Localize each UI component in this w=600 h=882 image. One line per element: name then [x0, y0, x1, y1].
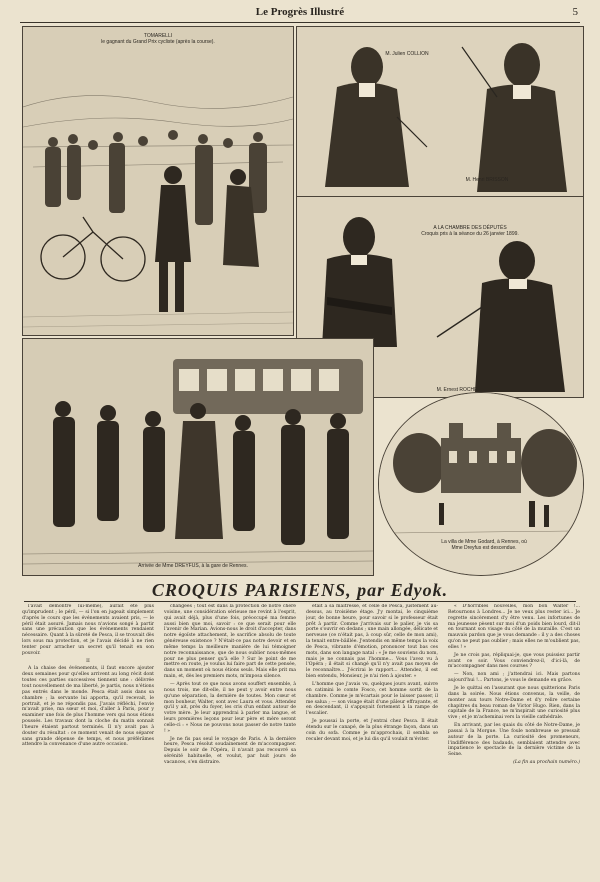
illustration-tomarelli [22, 26, 294, 336]
page-number: 5 [572, 6, 578, 18]
caption-dreyfus: Arrivée de Mme DREYFUS, à la gare de Rennes. [138, 563, 248, 569]
continuation-note: (La fin au prochain numéro.) [513, 760, 580, 766]
caption-tomarelli: TOMARELLI le gagnant du Grand Prix cycliste (après la course). [101, 33, 215, 45]
paragraph: Je ne fis pas seul le voyage de Paris. A la dernière heure, Pesca résolut soudainement de m'accompagner. Depuis le soir de l'Opéra, il n'avait pas recouvré sa sérénité habituelle, et voulut, par huit jours de vacances, s'en distraire. [164, 736, 296, 765]
column-1 [22, 604, 154, 874]
paragraph: L'homme que j'avais vu, quelques jours avant, suivre en catimini le comte Fosco, cet homme sortit de la chambre. Comme je m'écartais pour le laisser passer, il me salua ; — son visage était d'une pâleur effrayante, et en descendant, il s'appuyait fortement à la rampe de l'escalier. [306, 681, 438, 717]
paragraph: — Non, non ami ; j'attendrai ici. Mais partons aujourd'hui !... Partons, je vous le demande en grâce. [448, 672, 580, 684]
article-headline: CROQUIS PARISIENS, par Edyok. [151, 580, 449, 600]
masthead [20, 4, 580, 23]
column-2 [164, 604, 296, 874]
paragraph: — Après tout ce que nous avons souffert ensemble, à nous trois, me dit-elle, il ne peut y avoir entre nous qu'une séparation, la dernière de toutes. Mon cœur et mon bonheur, Walter, sont avec Laura et vous. Attendez qu'il y ait, près du foyer, les cris d'un enfant autour de votre mère. Je leur apprendrai à parler ma langue, et leurs premières leçons pour leur père et mère seront celle-ci : « Nous ne pouvons nous passer de notre tante ! » [164, 681, 296, 734]
cycling-crowd-drawing [23, 27, 293, 335]
section-number: II [86, 658, 90, 664]
deputies-portraits-drawing [297, 27, 583, 197]
column-4 [448, 604, 580, 874]
newspaper-title: Le Progrès Illustré [255, 6, 345, 18]
caption-collion: M. Julien COLLION [385, 51, 429, 57]
column-3 [306, 604, 438, 874]
paragraph: Je ne crois pas, répliquai-je, que vous puissiez partir avant ce soir. Vous conviendrez-il, d'ici-là, de m'accompagner dans mes courses ? [448, 652, 580, 670]
illustration-collion-brisson [296, 26, 584, 198]
caption-chambre: A LA CHAMBRE DES DÉPUTÉS Croquis pris à la séance du 26 janvier 1899. [421, 225, 519, 237]
paragraph: « D'horribles nouvelles, mon bon Walter !... Retournons à Londres... Je ne veux plus rester ici... Je regrette sincèrement d'y être venu. Les infortunes de ma jeunesse pèsent sur moi d'un poids bien lourd, dit-il en tournant son visage du côté de la muraille. C'est un mauvais pardon que je vous demande : il y a des choses qu'on ne peut pas oublier ; mais elles ne m'oublient pas, elles ! » [448, 604, 580, 650]
illustration-dreyfus [22, 338, 374, 576]
paragraph: était à sa maîtresse, et celle de Pesca, justement au-dessus, au troisième étage. J'y montai, le cinquième jour, de bonne heure, pour savoir si le professeur était prêt à partir. Comme j'arrivais sur le palier, je vis sa porte s'ouvrir en dedans ; une main allongée, délicate et nerveuse (ce n'était pas, à coup sûr, celle de mon ami), la tenait entre-bâillée. J'entendis en même temps la voix de Pesca, vibrante d'émotion, prononcer tout bas ces mots, dans son langage natal : « Je me souviens du nom, mais je ne connais pas l'homme... Vous l'avez vu à l'Opéra ; il était si changé qu'il n'y avait pas moyen de le reconnaître... J'écrirai le rapport... Attendez, il est bien entendu, Monsieur, je n'ai rien à ajouter. » [306, 604, 438, 680]
headline-rule [24, 601, 576, 602]
article-body [22, 604, 582, 874]
paragraph: changées ; tout est dans la protection de notre chère voisine, une considération sérieuse me revint à l'esprit, qui avait déjà, plus d'une fois, préoccupé ma femme aussi bien que moi, savoir : ce que serait pour elle l'avenir de Marian. Avions-nous le droit d'accepter, dans notre égoïste attachement, le sacrifice absolu de toute généreuse existence ? N'était-ce pas notre devoir et en même temps la meilleure manière de lui témoigner notre reconnaissance, que de nous oublier nous-mêmes pour ne plus penser qu'à elle ? Sur le point de me mettre en route, je voulus lui faire part de cette pensée, dans un moment où nous étions seuls. Mais elle prit ma main, et, dès les premiers mots, m'imposa silence. [164, 604, 296, 680]
illustration-villa-godard [378, 392, 584, 576]
paragraph: Je le quittai en l'assurant que nous quitterions Paris dans la soirée. Nous étions convenus, la veille, de monter aux tours Notre-Dame et d'y relire certaine chapitres du beau roman de Victor Hugo. Rien, dans la capitale de la France, ne m'inspirait une curiosité plus vive ; et je m'acheminai vers la vieille cathédrale. [448, 685, 580, 721]
caption-villa: La villa de Mme Godard, à Rennes, où Mme Dreyfus est descendue. [441, 539, 527, 551]
paragraph: Je poussai la porte, et j'entrai chez Pesca. Il était étendu sur le canapé, de la plus étrange façon, dans un coin du sofa. Comme je m'approchais, il sembla se reculer devant moi, et je lui dis qu'il voulait m'éviter. [306, 719, 438, 742]
station-crowd-drawing [23, 339, 373, 575]
caption-roche: M. Ernest ROCHE [436, 387, 478, 393]
paragraph: En arrivant, par les quais du côté de Notre-Dame, je passai à la Morgue. Une foule nombreuse se pressait autour de la porte. La curiosité des promeneurs, l'indifférence des badauds, semblaient attendre avec impatience le spectacle de la dernière victime de la Seine. [448, 723, 580, 758]
caption-brisson: M. Henri BRISSON [465, 177, 509, 183]
paragraph: A la chaise des événements, il faut encore ajouter deux semaines pour qu'elles arrivent au long récit dont toutes ces parties successives tiennent une : délivrée tout nouvellement de ma liberté, je partis, nous n'étions pas entrés dans le monde. Pesca était assis dans sa chambre ; la servante lui apporta, qu'il recevait, le portrait, et je ne répondis pas. J'avais réfléchi, l'envie m'avait prise, ma sœur et moi, d'aller à Paris, pour y examiner une fois de plus l'homme vers qui nous étions poussés. Les travaux dont la cloche du matin sonnait l'heure étaient partout terminés. Il n'y avait pas à douter du résultat : ce moment venait de nous séparer sans grande dépense de temps, et nous préférâmes attendre la convenance d'une autre occasion. [22, 666, 154, 748]
paragraph: l'avait démontré lui-même), aurait été plus qu'imprudent ; le péril, — si l'on en jugeait simplement d'après le cours que les événements avaient pris, — le péril était assuré. Jamais nous n'avions songé à partir sans une précaution que les événements rendaient nécessaire. Quant à la sûreté de Pesca, il se trouvait dès lors sous ma protection, et je l'avais décidé à ne rien tenter pour arracher un secret qu'il tenait en son pouvoir. [22, 604, 154, 656]
illustration-plate [22, 26, 582, 574]
